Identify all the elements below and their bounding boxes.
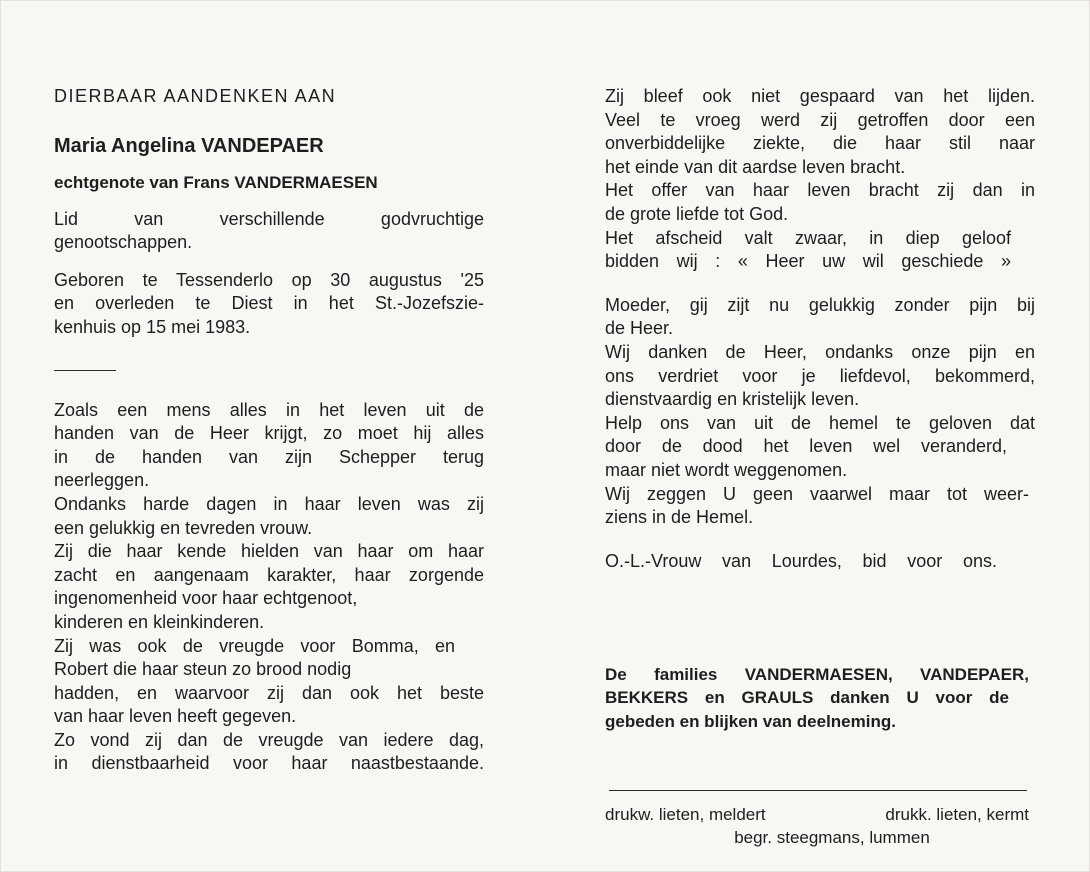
- text-line: in dienstbaarheid voor haar naastbestaande.: [54, 753, 484, 774]
- text-line: neerleggen.: [54, 470, 150, 491]
- text-line: Veel te vroeg werd zij getroffen door een: [605, 109, 1035, 130]
- text-line: gebeden en blijken van deelneming.: [605, 711, 896, 731]
- text-line: Het offer van haar leven bracht zij dan in: [605, 180, 1035, 201]
- text-line: Zoals een mens alles in het leven uit de: [54, 399, 484, 420]
- prayer-line: O.-L.-Vrouw van Lourdes, bid voor ons.: [605, 550, 997, 571]
- societies-text: [54, 208, 484, 255]
- printer-bottom: begr. steegmans, lummen: [734, 828, 930, 848]
- text-line: en overleden te Diest in het St.-Jozefszie-: [54, 293, 484, 314]
- text-line: maar niet wordt weggenomen.: [605, 459, 848, 480]
- text-line: door de dood het leven wel veranderd,: [605, 436, 1007, 457]
- text-line: handen van de Heer krijgt, zo moet hij alles: [54, 423, 484, 444]
- printer-left: drukw. lieten, meldert: [605, 805, 766, 824]
- life-text: [54, 399, 484, 777]
- text-line: genootschappen.: [54, 232, 193, 253]
- text-line: Lid van verschillende godvruchtige: [54, 208, 484, 229]
- text-line: De families VANDERMAESEN, VANDEPAER,: [605, 665, 1029, 684]
- text-line: in de handen van zijn Schepper terug: [54, 446, 484, 467]
- text-line: ons verdriet voor je liefdevol, bekommerd,: [605, 365, 1035, 386]
- text-line: Zo vond zij dan de vreugde van iedere dag,: [54, 729, 484, 750]
- text-line: Help ons van uit de hemel te geloven dat: [605, 412, 1035, 433]
- thanks-to-lord-text: [605, 294, 1035, 530]
- text-line: onverbiddelijke ziekte, die haar stil naar: [605, 133, 1035, 154]
- text-line: het einde van dit aardse leven bracht.: [605, 156, 906, 177]
- left-column: [54, 85, 484, 776]
- footer-divider: [609, 790, 1027, 791]
- printer-right: drukk. lieten, kermt: [885, 805, 1029, 824]
- family-thanks: [605, 663, 1035, 733]
- text-line: kenhuis op 15 mei 1983.: [54, 316, 251, 337]
- suffering-text: [605, 85, 1035, 274]
- text-line: BEKKERS en GRAULS danken U voor de: [605, 688, 1009, 708]
- text-line: Zij was ook de vreugde voor Bomma, en: [54, 635, 455, 656]
- text-line: Ondanks harde dagen in haar leven was zij: [54, 493, 484, 514]
- text-line: Robert die haar steun zo brood nodig: [54, 659, 352, 680]
- birth-death-text: [54, 269, 484, 340]
- text-line: een gelukkig en tevreden vrouw.: [54, 517, 313, 538]
- text-line: Zij bleef ook niet gespaard van het lijden.: [605, 86, 1035, 106]
- text-line: zacht en aangenaam karakter, haar zorgende: [54, 564, 484, 585]
- text-line: de grote liefde tot God.: [605, 203, 789, 224]
- text-line: Wij zeggen U geen vaarwel maar tot weer-: [605, 483, 1029, 504]
- text-line: bidden wij : « Heer uw wil geschiede »: [605, 251, 1011, 272]
- deceased-name: Maria Angelina VANDEPAER: [54, 134, 324, 157]
- card-heading: DIERBAAR AANDENKEN AAN: [54, 86, 337, 106]
- text-line: Moeder, gij zijt nu gelukkig zonder pijn bij: [605, 294, 1035, 315]
- text-line: dienstvaardig en kristelijk leven.: [605, 389, 860, 410]
- text-line: ingenomenheid voor haar echtgenoot,: [54, 588, 358, 609]
- right-column: [605, 85, 1035, 573]
- printer-credits: [605, 803, 1029, 850]
- text-line: van haar leven heeft gegeven.: [54, 706, 297, 727]
- text-line: kinderen en kleinkinderen.: [54, 611, 265, 632]
- text-line: Het afscheid valt zwaar, in diep geloof: [605, 227, 1011, 248]
- text-line: hadden, en waarvoor zij dan ook het beste: [54, 682, 484, 703]
- text-line: de Heer.: [605, 318, 674, 339]
- text-line: Wij danken de Heer, ondanks onze pijn en: [605, 341, 1035, 362]
- text-line: ziens in de Hemel.: [605, 507, 754, 528]
- text-line: Zij die haar kende hielden van haar om haar: [54, 541, 484, 562]
- text-line: Geboren te Tessenderlo op 30 augustus '25: [54, 269, 484, 290]
- spouse-line: echtgenote van Frans VANDERMAESEN: [54, 172, 378, 192]
